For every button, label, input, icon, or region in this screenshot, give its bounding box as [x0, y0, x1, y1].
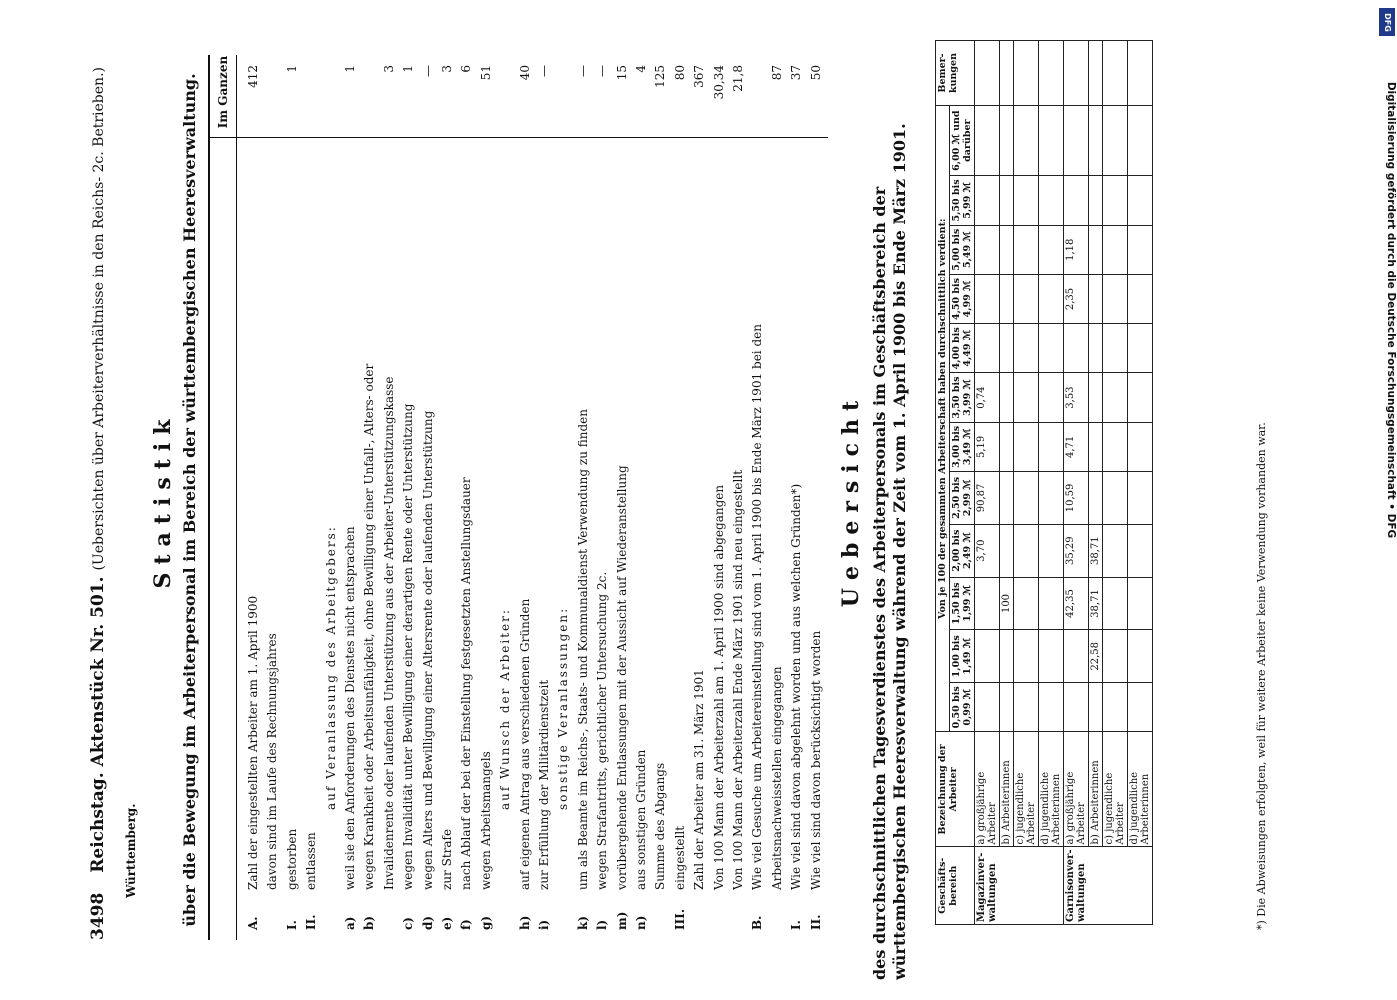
statistik-line [401, 140, 415, 930]
desc-cell: c) jugendliche Arbeiter [1103, 732, 1128, 847]
wage-value-cell: 3,53 [1064, 373, 1089, 422]
statistik-line-value: 367 [692, 65, 707, 88]
wage-value-cell [975, 577, 1000, 630]
wage-row [1089, 41, 1103, 925]
desc-cell: d) jugendliche Arbeiterinnen [1128, 732, 1153, 847]
wage-value-cell [1039, 225, 1064, 274]
statistik-line [595, 140, 609, 930]
statistik-line-label: i) [537, 919, 551, 930]
statistik-line-label: g) [478, 915, 493, 930]
wage-value-cell: 5,19 [975, 422, 1000, 471]
statistik-line-label: f) [459, 919, 474, 930]
wage-row [1000, 41, 1014, 925]
statistik-line-text: vorübergehende Entlassungen mit der Aussicht auf Wiederanstellung [614, 465, 629, 890]
statistik-line-label: l) [595, 919, 610, 930]
page-header [88, 40, 108, 940]
statistik-line [634, 140, 648, 930]
statistik-line-text: auf eigenen Antrag aus verschiedenen Gründen [517, 598, 532, 890]
wage-col-header: 6,00 ℳ und darüber [950, 106, 975, 176]
wage-col-header: 3,00 bis 3,49 ℳ [950, 422, 975, 471]
wage-value-cell [1064, 106, 1089, 176]
statistik-line-text: Wie viel sind davon abgelehnt worden und aus welchen Gründen*) [789, 483, 804, 890]
statistik-line-label: b) [362, 915, 377, 930]
statistik-line-label: I. [789, 920, 804, 930]
wage-value-cell [1103, 106, 1128, 176]
statistik-line-value: 37 [789, 65, 804, 81]
statistik-line-value: — [595, 65, 610, 77]
wage-value-cell: 0,74 [975, 373, 1000, 422]
statistik-line-text: wegen Arbeitsmangels [478, 751, 493, 890]
remarks-cell [975, 41, 1000, 106]
statistik-line-label: m) [614, 911, 629, 930]
wage-value-cell [1039, 683, 1064, 732]
desc-cell: d) jugendliche Arbeiterinnen [1039, 732, 1064, 847]
statistik-line-text: Invalidenrente oder laufenden Unterstützung aus der Arbeiter-Unterstützungskasse [381, 376, 396, 890]
wage-value-cell [975, 630, 1000, 683]
wage-value-cell [975, 274, 1000, 323]
desc-cell: a) großjährige Arbeiter [1064, 732, 1089, 847]
wage-value-cell [1014, 422, 1039, 471]
statistik-line [712, 140, 726, 930]
wage-value-cell [1128, 630, 1153, 683]
wage-value-cell [1039, 373, 1064, 422]
statistik-line-text: Summe des Abgangs [653, 762, 668, 890]
statistik-line [459, 140, 473, 930]
statistik-line [750, 140, 764, 930]
statistik-line [518, 140, 532, 930]
total-column-rule [208, 137, 828, 138]
wage-value-cell [1128, 683, 1153, 732]
statistik-line [809, 140, 823, 930]
wage-value-cell [1014, 274, 1039, 323]
statistik-line [498, 140, 512, 930]
wage-value-cell [1128, 422, 1153, 471]
statistik-line-label: II. [808, 914, 823, 930]
wage-value-cell [1128, 472, 1153, 525]
wage-value-cell [1089, 176, 1103, 225]
statistik-line-text: wegen Strafantritts, gerichtlicher Untersuchung 2c. [595, 571, 610, 890]
wage-col-header: 4,50 bis 4,99 ℳ [950, 274, 975, 323]
wage-value-cell [1000, 630, 1014, 683]
wage-value-cell [1014, 373, 1039, 422]
wage-col-header: 1,50 bis 1,99 ℳ [950, 577, 975, 630]
wage-col-header: 1,00 bis 1,49 ℳ [950, 630, 975, 683]
wage-value-cell [975, 324, 1000, 373]
statistik-line [673, 140, 687, 930]
statistik-line [382, 140, 396, 930]
statistik-line-text: weil sie den Anforderungen des Dienstes nicht entsprachen [343, 526, 357, 890]
statistik-line-label: A. [246, 916, 260, 930]
wage-col-header: 4,00 bis 4,49 ℳ [950, 324, 975, 373]
remarks-cell [1039, 41, 1064, 106]
statistik-line-text: davon sind im Laufe des Rechnungsjahres [265, 633, 280, 890]
statistik-line-label: d) [420, 915, 435, 930]
statistik-line-value: 3 [381, 65, 396, 73]
dfg-logo [1379, 8, 1395, 36]
wage-value-cell: 100 [1000, 577, 1014, 630]
footnote: *) Die Abweisungen erfolgten, weil für weitere Arbeiter keine Verwendung vorhanden war. [1255, 422, 1268, 930]
statistik-line-text: wegen Krankheit oder Arbeitsunfähigkeit, ohne Bewilligung einer Unfall-, Alters- oder [362, 363, 377, 890]
wage-value-cell: 90,87 [975, 472, 1000, 525]
wage-value-cell [1000, 683, 1014, 732]
col-remarks-header: Bemer-kungen [936, 41, 975, 106]
statistik-title: Statistik [150, 411, 176, 589]
statistik-line [731, 140, 745, 930]
wage-group-header: Von je 100 der gesammten Arbeiterschaft haben durchschnittlich verdient: [936, 106, 950, 732]
statistik-line-value: 21,8 [731, 65, 745, 92]
wage-table [935, 40, 1153, 925]
wage-value-cell [1089, 274, 1103, 323]
statistik-line [343, 140, 357, 930]
statistik-line [576, 140, 590, 930]
wage-value-cell [1128, 324, 1153, 373]
wage-value-cell [1103, 683, 1128, 732]
wage-value-cell [1089, 373, 1103, 422]
statistik-line-text: wegen Invalidität unter Bewilligung einer derartigen Rente oder Unterstützung [401, 403, 416, 890]
col-desc-header: Bezeichnung der Arbeiter [936, 732, 975, 847]
page-number: 3498 [88, 892, 108, 940]
statistik-line-label: e) [440, 916, 454, 930]
wage-value-cell [1000, 225, 1014, 274]
dfg-logo-text: DFG [1382, 12, 1392, 32]
statistik-line-label: k) [575, 916, 590, 930]
wage-row [1064, 41, 1089, 925]
statistik-line-text: wegen Alters und Bewilligung einer Altersrente oder laufenden Unterstützung [420, 410, 435, 890]
area-cell: Garnisonver-waltungen [1064, 847, 1153, 925]
wage-value-cell [1039, 106, 1064, 176]
statistik-line [537, 140, 551, 930]
statistik-subtitle: über die Bewegung im Arbeiterpersonal im Bereich der württembergischen Heeresverwaltung. [180, 73, 199, 927]
wage-value-cell [1128, 106, 1153, 176]
statistik-line-value: — [537, 65, 551, 77]
statistik-line [304, 140, 318, 930]
wage-row [1103, 41, 1128, 925]
header-title: Reichstag. Aktenstück Nr. 501. [88, 576, 108, 873]
wage-col-header: 3,50 bis 3,99 ℳ [950, 373, 975, 422]
wage-value-cell [1128, 274, 1153, 323]
statistik-line-label: h) [517, 915, 532, 930]
land-label: Württemberg. [124, 803, 138, 898]
wage-value-cell [975, 106, 1000, 176]
wage-value-cell: 42,35 [1064, 577, 1089, 630]
wage-value-cell [1089, 106, 1103, 176]
statistik-line-text: sonstige Veranlassungen: [556, 606, 571, 810]
statistik-line-value: — [420, 65, 435, 77]
statistik-line-text: eingestellt [672, 825, 687, 890]
wage-value-cell: 4,71 [1064, 422, 1089, 471]
wage-value-cell: 10,59 [1064, 472, 1089, 525]
desc-cell: a) großjährige Arbeiter [975, 732, 1000, 847]
statistik-line-text: Wie viel Gesuche um Arbeitereinstellung sind vom 1. April 1900 bis Ende März 1901 bei den [750, 324, 765, 890]
wage-value-cell [1103, 472, 1128, 525]
statistik-line-text: auf Veranlassung des Arbeitgebers: [323, 525, 338, 810]
wage-value-cell [1014, 324, 1039, 373]
wage-value-cell [975, 225, 1000, 274]
statistik-line-text: zur Strafe [440, 828, 454, 890]
wage-col-header: 5,50 bis 5,99 ℳ [950, 176, 975, 225]
wage-col-header: 0,50 bis 0,99 ℳ [950, 683, 975, 732]
statistik-line-label: I. [284, 920, 299, 930]
statistik-line-value: 80 [672, 65, 687, 81]
wage-value-cell [975, 176, 1000, 225]
statistik-line-value: 30,34 [711, 65, 726, 100]
wage-value-cell [1064, 683, 1089, 732]
wage-value-cell: 38,71 [1089, 524, 1103, 577]
statistik-line-label: n) [634, 915, 648, 930]
wage-value-cell [1000, 324, 1014, 373]
statistik-line-value: 50 [808, 65, 823, 81]
wage-value-cell [1039, 274, 1064, 323]
wage-value-cell [1103, 373, 1128, 422]
statistik-line-value: 87 [769, 65, 784, 81]
statistik-line-value: 6 [459, 65, 474, 73]
statistik-line-label: a) [343, 916, 357, 930]
wage-value-cell [1000, 373, 1014, 422]
wage-row [975, 41, 1000, 925]
wage-value-cell [1103, 324, 1128, 373]
statistik-line [692, 140, 706, 930]
wage-value-cell [1014, 225, 1039, 274]
statistik-line-text: Zahl der Arbeiter am 31. März 1901 [692, 669, 707, 890]
statistik-line-text: Von 100 Mann der Arbeiterzahl Ende März 1901 sind neu eingestellt [731, 469, 745, 890]
statistik-line [265, 140, 279, 930]
uebersicht-subtitle: des durchschnittlichen Tagesverdienstes des Arbeiterpersonals im Geschäftsbereich der württembergischen Heeresverwaltung während der Zeit vom 1. April 1900 bis Ende März 1901. [870, 123, 909, 980]
statistik-line-text: um als Beamte im Reichs-, Staats- und Kommunaldienst Verwendung zu finden [575, 409, 590, 890]
wage-value-cell: 22,58 [1089, 630, 1103, 683]
statistik-line-text: auf Wunsch der Arbeiter: [498, 608, 513, 810]
statistik-line-value: 1 [343, 65, 357, 73]
statistik-line-text: Wie viel sind davon berücksichtigt worden [808, 630, 823, 890]
statistik-line-label: III. [672, 908, 687, 930]
statistik-line-label: B. [750, 915, 765, 930]
desc-cell: b) Arbeiterinnen [1089, 732, 1103, 847]
wage-value-cell [1089, 225, 1103, 274]
table-header-rule [236, 55, 237, 940]
wage-value-cell [1000, 472, 1014, 525]
wage-value-cell [1014, 472, 1039, 525]
wage-value-cell [1014, 524, 1039, 577]
wage-value-cell [1064, 630, 1089, 683]
statistik-line-label: c) [401, 917, 416, 930]
statistik-line-text: entlassen [304, 832, 319, 890]
statistik-line [285, 140, 299, 930]
wage-value-cell [1014, 630, 1039, 683]
wage-value-cell [1014, 683, 1039, 732]
remarks-cell [1064, 41, 1089, 106]
statistik-line-value: 1 [284, 65, 299, 73]
wage-col-header: 5,00 bis 5,49 ℳ [950, 225, 975, 274]
wage-value-cell: 35,29 [1064, 524, 1089, 577]
wage-col-header: 2,00 bis 2,49 ℳ [950, 524, 975, 577]
wage-value-cell [1039, 524, 1064, 577]
wage-value-cell [1089, 472, 1103, 525]
wage-col-header: 2,50 bis 2,99 ℳ [950, 472, 975, 525]
statistik-line-value: 412 [246, 65, 260, 88]
wage-value-cell [1039, 472, 1064, 525]
wage-value-cell: 2,35 [1064, 274, 1089, 323]
statistik-line-text: zur Erfüllung der Militärdienstzeit [537, 679, 551, 890]
wage-value-cell: 1,18 [1064, 225, 1089, 274]
wage-value-cell [1128, 225, 1153, 274]
statistik-line-text: aus sonstigen Gründen [634, 749, 648, 890]
statistik-line [440, 140, 454, 930]
wage-value-cell [1103, 225, 1128, 274]
wage-value-cell [1103, 422, 1128, 471]
statistik-line [653, 140, 667, 930]
statistik-line-value: 125 [653, 65, 668, 88]
wage-value-cell [1000, 176, 1014, 225]
uebersicht-title: Uebersicht [838, 392, 864, 608]
statistik-line-text: nach Ablauf der bei der Einstellung festgesetzten Anstellungsdauer [459, 477, 474, 890]
wage-value-cell [975, 683, 1000, 732]
wage-value-cell [1000, 274, 1014, 323]
statistik-line-value: 40 [517, 65, 532, 81]
wage-value-cell [1014, 577, 1039, 630]
wage-value-cell [1000, 422, 1014, 471]
desc-cell: b) Arbeiterinnen [1000, 732, 1014, 847]
statistik-line [479, 140, 493, 930]
wage-value-cell [1014, 176, 1039, 225]
wage-value-cell [1000, 524, 1014, 577]
wage-value-cell: 38,71 [1089, 577, 1103, 630]
wage-value-cell [1089, 422, 1103, 471]
statistik-line-value: — [575, 65, 590, 77]
wage-value-cell [1039, 422, 1064, 471]
wage-value-cell [1039, 630, 1064, 683]
wage-value-cell [1128, 524, 1153, 577]
wage-value-cell [1064, 176, 1089, 225]
statistik-line-text: Zahl der eingestellten Arbeiter am 1. April 1900 [246, 595, 260, 890]
total-header: Im Ganzen [216, 55, 230, 129]
wage-value-cell [1039, 577, 1064, 630]
digitization-note [1367, 0, 1397, 1000]
statistik-line [324, 140, 338, 930]
statistik-line [615, 140, 629, 930]
wage-value-cell [1064, 324, 1089, 373]
col-area-header: Geschäfts-bereich [936, 847, 975, 925]
wage-value-cell [1000, 106, 1014, 176]
wage-value-cell [1039, 324, 1064, 373]
wage-row [1039, 41, 1064, 925]
statistik-line-value: 51 [478, 65, 493, 81]
wage-value-cell [1103, 630, 1128, 683]
table-top-rule [208, 55, 210, 940]
remarks-cell [1014, 41, 1039, 106]
statistik-line-text: gestorben [284, 828, 299, 890]
statistik-line [770, 140, 784, 930]
statistik-line [362, 140, 376, 930]
wage-value-cell [1103, 176, 1128, 225]
wage-row [1014, 41, 1039, 925]
statistik-line-text: Von 100 Mann der Arbeiterzahl am 1. April 1900 sind abgegangen [711, 484, 726, 890]
wage-value-cell [1128, 176, 1153, 225]
statistik-line-value: 4 [634, 65, 648, 73]
wage-value-cell [1089, 324, 1103, 373]
statistik-line [421, 140, 435, 930]
wage-value-cell [1089, 683, 1103, 732]
header-subtitle: (Uebersichten über Arbeiterverhältnisse in den Reichs- 2c. Betrieben.) [91, 67, 107, 571]
statistik-line [789, 140, 803, 930]
wage-value-cell [1039, 176, 1064, 225]
wage-value-cell [1128, 577, 1153, 630]
statistik-line-value: 3 [440, 65, 454, 73]
statistik-line [246, 140, 260, 930]
remarks-cell [1000, 41, 1014, 106]
statistik-line [556, 140, 570, 930]
wage-value-cell: 3,70 [975, 524, 1000, 577]
wage-value-cell [1103, 524, 1128, 577]
area-cell: Magazinver-waltungen [975, 847, 1064, 925]
desc-cell: c) jugendliche Arbeiter [1014, 732, 1039, 847]
digitization-note-text: Digitalisierung gefördert durch die Deutsche Forschungsgemeinschaft • DFG [1385, 81, 1397, 539]
statistik-line-value: 1 [401, 65, 416, 73]
statistik-line-label: II. [304, 914, 319, 930]
remarks-cell [1103, 41, 1128, 106]
statistik-line-value: 15 [614, 65, 629, 81]
statistik-line-text: Arbeitsnachweisstellen eingegangen [769, 666, 784, 890]
wage-row [1128, 41, 1153, 925]
wage-value-cell [1128, 373, 1153, 422]
wage-value-cell [1014, 106, 1039, 176]
wage-value-cell [1103, 274, 1128, 323]
wage-value-cell [1103, 577, 1128, 630]
remarks-cell [1128, 41, 1153, 106]
remarks-cell [1089, 41, 1103, 106]
